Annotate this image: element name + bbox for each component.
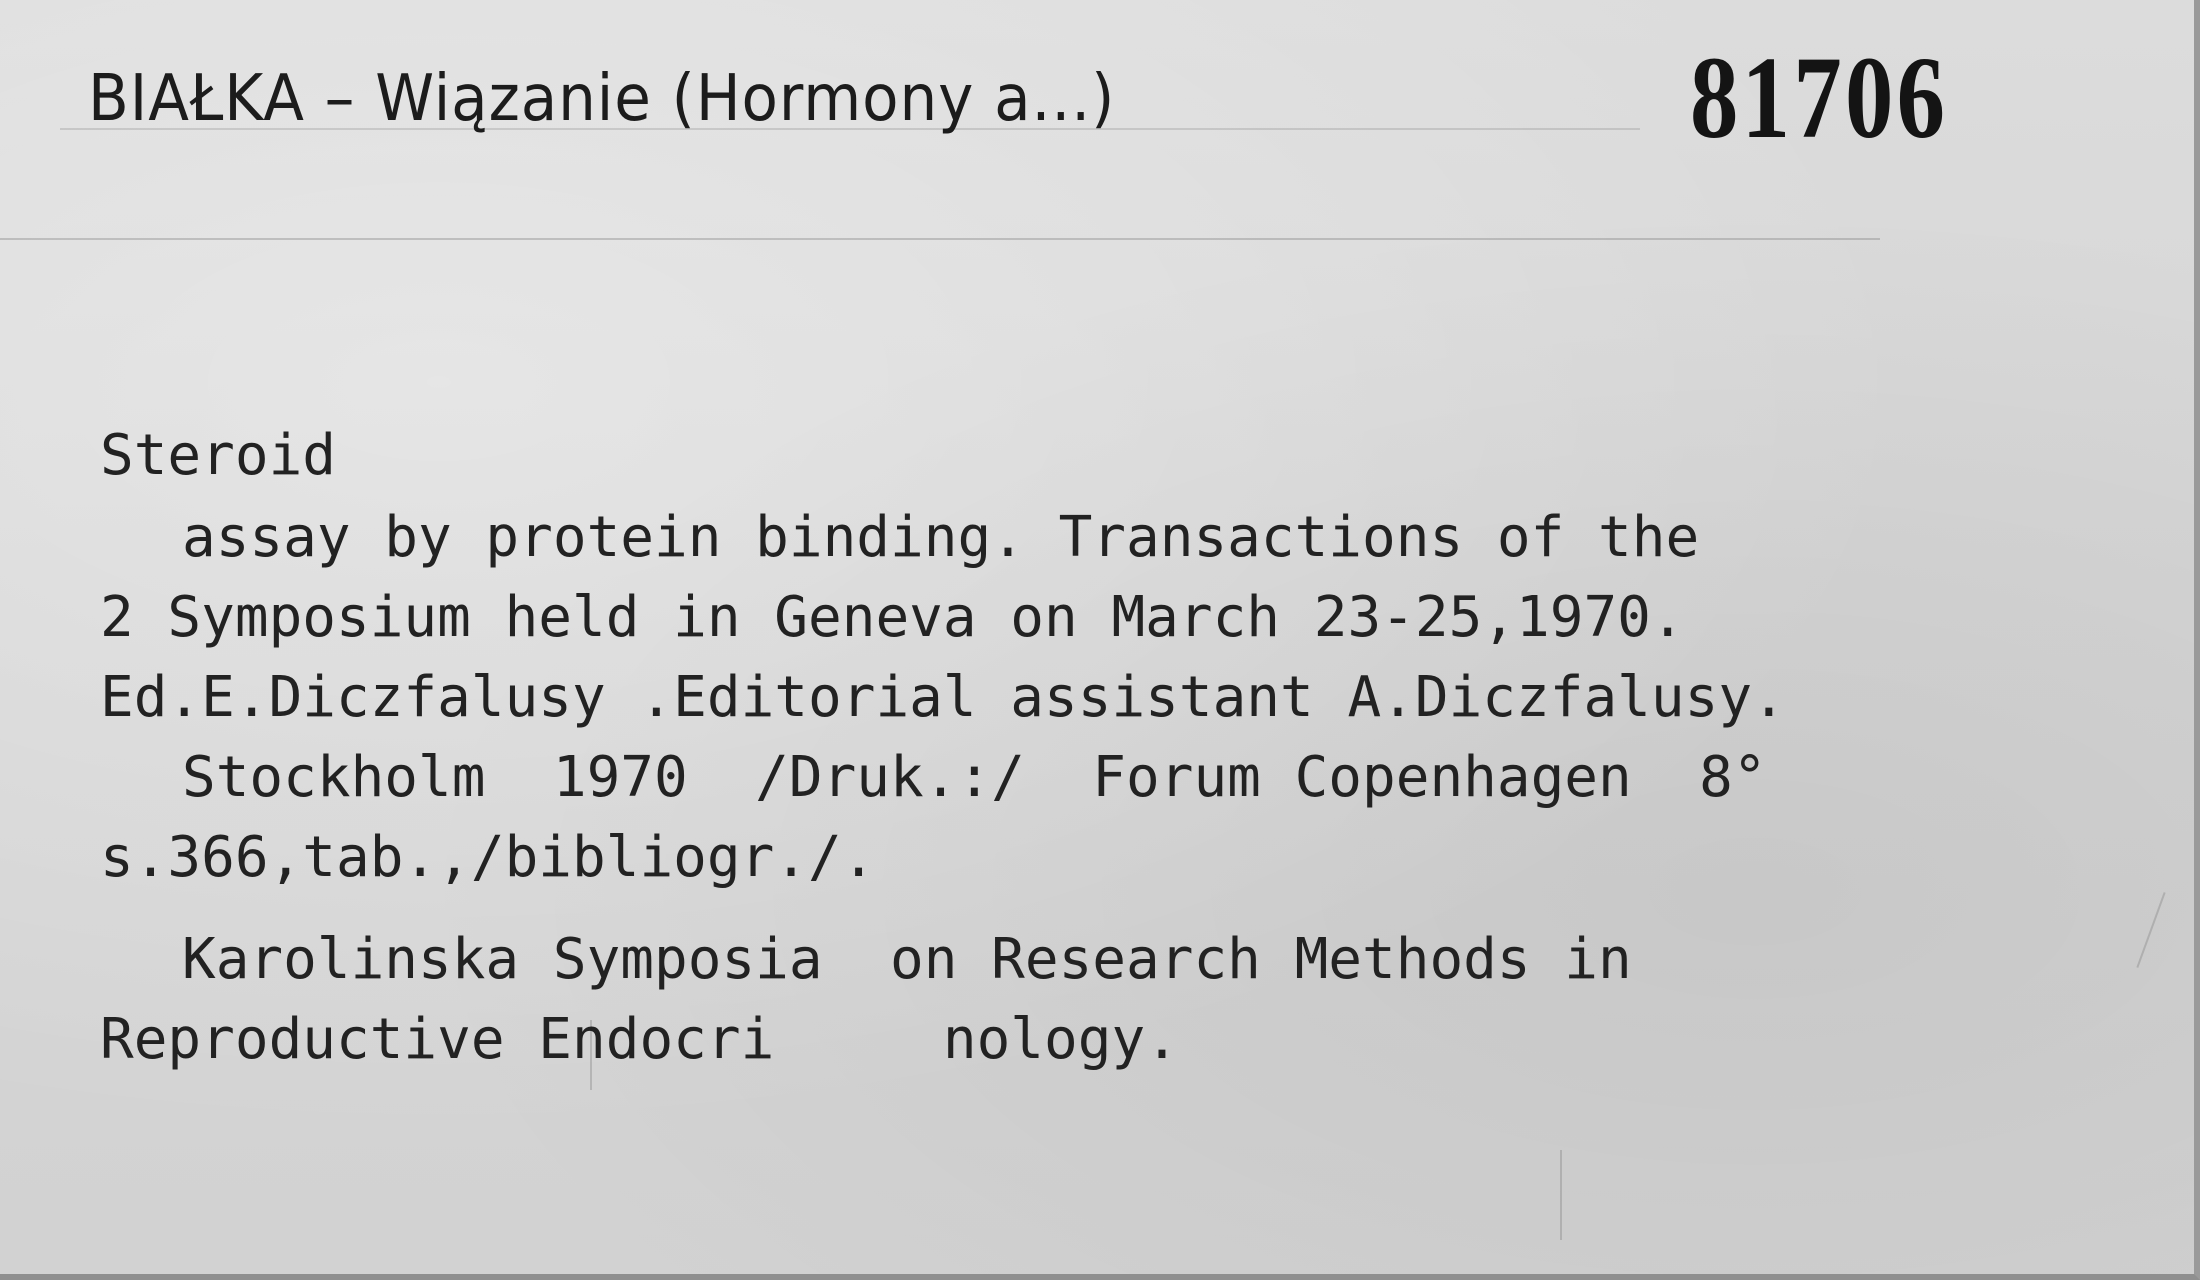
entry-line: Stockholm 1970 /Druk.:/ Forum Copenhagen 8° xyxy=(182,745,1767,810)
entry-line: Ed.E.Diczfalusy .Editorial assistant A.Diczfalusy. xyxy=(100,665,1786,730)
subject-heading: BIAŁKA – Wiązanie (Hormony a...) xyxy=(88,62,1116,136)
entry-line: assay by protein binding. Transactions of the xyxy=(182,505,1700,570)
entry-line: Reproductive Endocri nology. xyxy=(100,1007,1179,1072)
entry-line: 2 Symposium held in Geneva on March 23-25,1970. xyxy=(100,585,1685,650)
entry-line: s.366,tab.,/bibliogr./. xyxy=(100,825,876,890)
entry-line: Steroid xyxy=(100,423,337,488)
scratch-mark xyxy=(2136,892,2165,968)
scratch-mark xyxy=(1560,1150,1562,1240)
card-rule xyxy=(0,238,1880,240)
catalog-number: 81706 xyxy=(1690,32,1949,163)
entry-line: Karolinska Symposia on Research Methods in xyxy=(182,927,1632,992)
